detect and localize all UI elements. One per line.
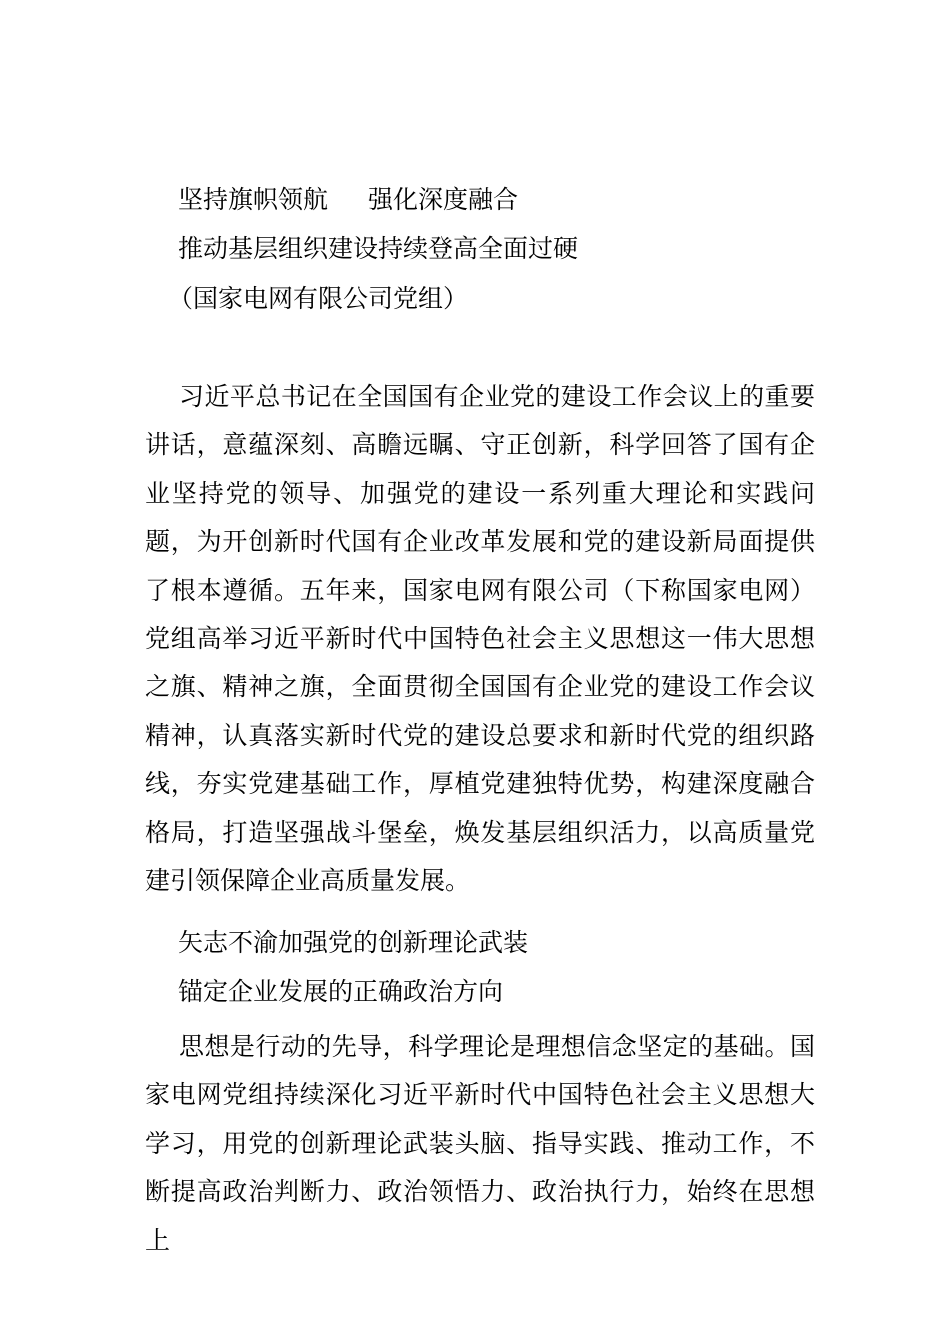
title-part1: 坚持旗帜领航: [178, 185, 329, 214]
paragraph-intro: 习近平总书记在全国国有企业党的建设工作会议上的重要讲话，意蕴深刻、高瞻远瞩、守正创新，科学回答了国有企业坚持党的领导、加强党的建设一系列重大理论和实践问题，为开创新时代国有企业改革发展和党的建设新局面提供了根本遵循。五年来，国家电网有限公司（下称国家电网）党组高举习近平新时代中国特色社会主义思想这一伟大思想之旗、精神之旗，全面贯彻全国国有企业党的建设工作会议精神，认真落实新时代党的建设总要求和新时代党的组织路线，夯实党建基础工作，厚植党建独特优势，构建深度融合格局，打造坚强战斗堡垒，焕发基层组织活力，以高质量党建引领保障企业高质量发展。: [145, 382, 815, 896]
section-heading-line2: 锚定企业发展的正确政治方向: [178, 977, 504, 1006]
paragraph-section1: 思想是行动的先导，科学理论是理想信念坚定的基础。国家电网党组持续深化习近平新时代中国特色社会主义思想大学习，用党的创新理论武装头脑、指导实践、推动工作，不断提高政治判断力、政治领悟力、政治执行力，始终在思想上: [145, 1032, 815, 1255]
document-title-line1: [178, 185, 518, 215]
section-heading-line1: 矢志不渝加强党的创新理论武装: [178, 928, 529, 957]
title-part2: 强化深度融合: [368, 185, 519, 214]
document-title-line2: 推动基层组织建设持续登高全面过硬: [178, 234, 579, 263]
document-author: （国家电网有限公司党组）: [168, 284, 469, 313]
